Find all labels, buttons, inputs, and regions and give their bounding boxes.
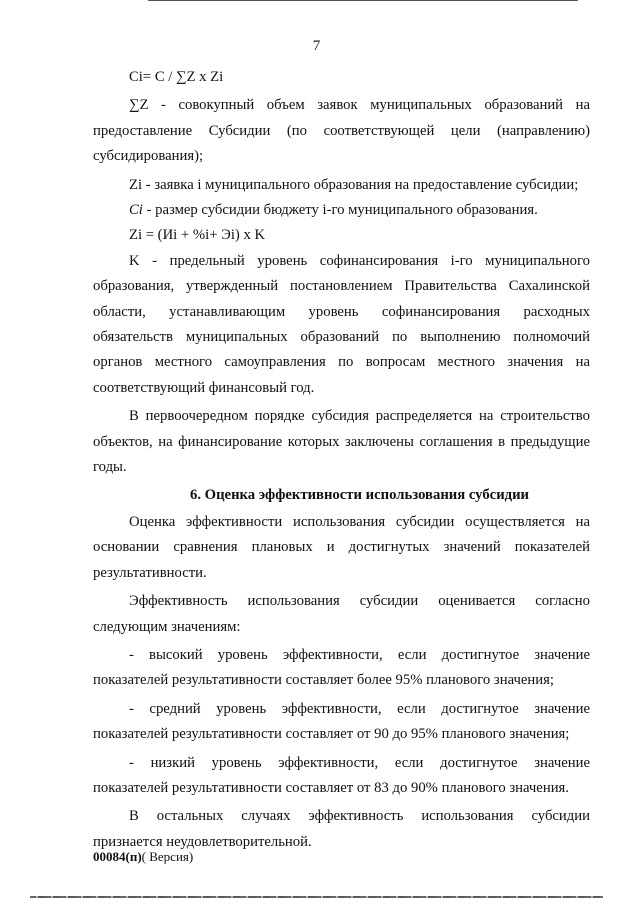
eval-line-2: следующим значениям:	[93, 618, 241, 635]
ci-definition	[93, 198, 590, 223]
sum-z-line-2: предоставление Субсидии (по соответствующей цели (направлению)	[93, 122, 590, 139]
document-body	[93, 65, 590, 855]
sum-z-line-3: субсидирования);	[93, 148, 204, 165]
k-line-1: K - предельный уровень софинансирования i-го муниципального	[129, 252, 590, 269]
formula-zi: Zi = (Иi + %i+ Эi) x K	[129, 227, 266, 244]
document-footer	[93, 848, 193, 866]
bottom-scan-edge	[30, 896, 603, 898]
document-version: ( Версия)	[141, 849, 194, 864]
priority-line-2: объектов, на финансирование которых заключены соглашения в предыдущие	[93, 433, 590, 450]
mid-line-1: - средний уровень эффективности, если достигнутое значение	[129, 700, 590, 717]
page-number: 7	[312, 38, 321, 54]
assess-line-2: основании сравнения плановых и достигнутых значений показателей	[93, 539, 590, 556]
k-line-3: области, устанавливающим уровень софинансирования расходных	[93, 303, 590, 320]
eval-line-1: Эффективность использования субсидии оценивается согласно	[129, 593, 590, 610]
mid-line-2: показателей результативности составляет от 90 до 95% планового значения;	[93, 726, 570, 743]
ci-definition-text: - размер субсидии бюджету i-го муниципального образования.	[142, 202, 538, 219]
assess-line-3: результативности.	[93, 564, 207, 581]
priority-line-1: В первоочередном порядке субсидия распределяется на строительство	[129, 408, 590, 425]
low-line-1: - низкий уровень эффективности, если достигнутое значение	[129, 754, 590, 771]
other-line-2: признается неудовлетворительной.	[93, 833, 312, 850]
k-line-6: соответствующий финансовый год.	[93, 379, 315, 396]
high-line-2: показателей результативности составляет более 95% планового значения;	[93, 672, 554, 689]
sum-z-line-1: ∑Z - совокупный объем заявок муниципальных образований на	[129, 97, 590, 114]
k-line-5: органов местного самоуправления по вопросам местного значения на	[93, 354, 590, 371]
other-line-1: В остальных случаях эффективность использования субсидии	[129, 808, 590, 825]
section-heading: 6. Оценка эффективности использования субсидии	[189, 486, 530, 503]
ci-symbol: Ci	[129, 202, 143, 219]
low-line-2: показателей результативности составляет от 83 до 90% планового значения.	[93, 779, 569, 796]
assess-line-1: Оценка эффективности использования субсидии осуществляется на	[129, 513, 590, 530]
k-line-2: образования, утвержденный постановлением Правительства Сахалинской	[93, 278, 590, 295]
document-code: 00084(п)	[93, 849, 142, 864]
priority-line-3: годы.	[93, 459, 127, 476]
top-rule	[148, 0, 578, 1]
k-line-4: обязательств муниципальных образований по выполнению полномочий	[93, 329, 590, 346]
formula-ci: Ci= C / ∑Z x Zi	[129, 69, 224, 85]
high-line-1: - высокий уровень эффективности, если достигнутое значение	[129, 646, 590, 663]
zi-definition: Zi - заявка i муниципального образования на предоставление субсидии;	[129, 176, 579, 193]
